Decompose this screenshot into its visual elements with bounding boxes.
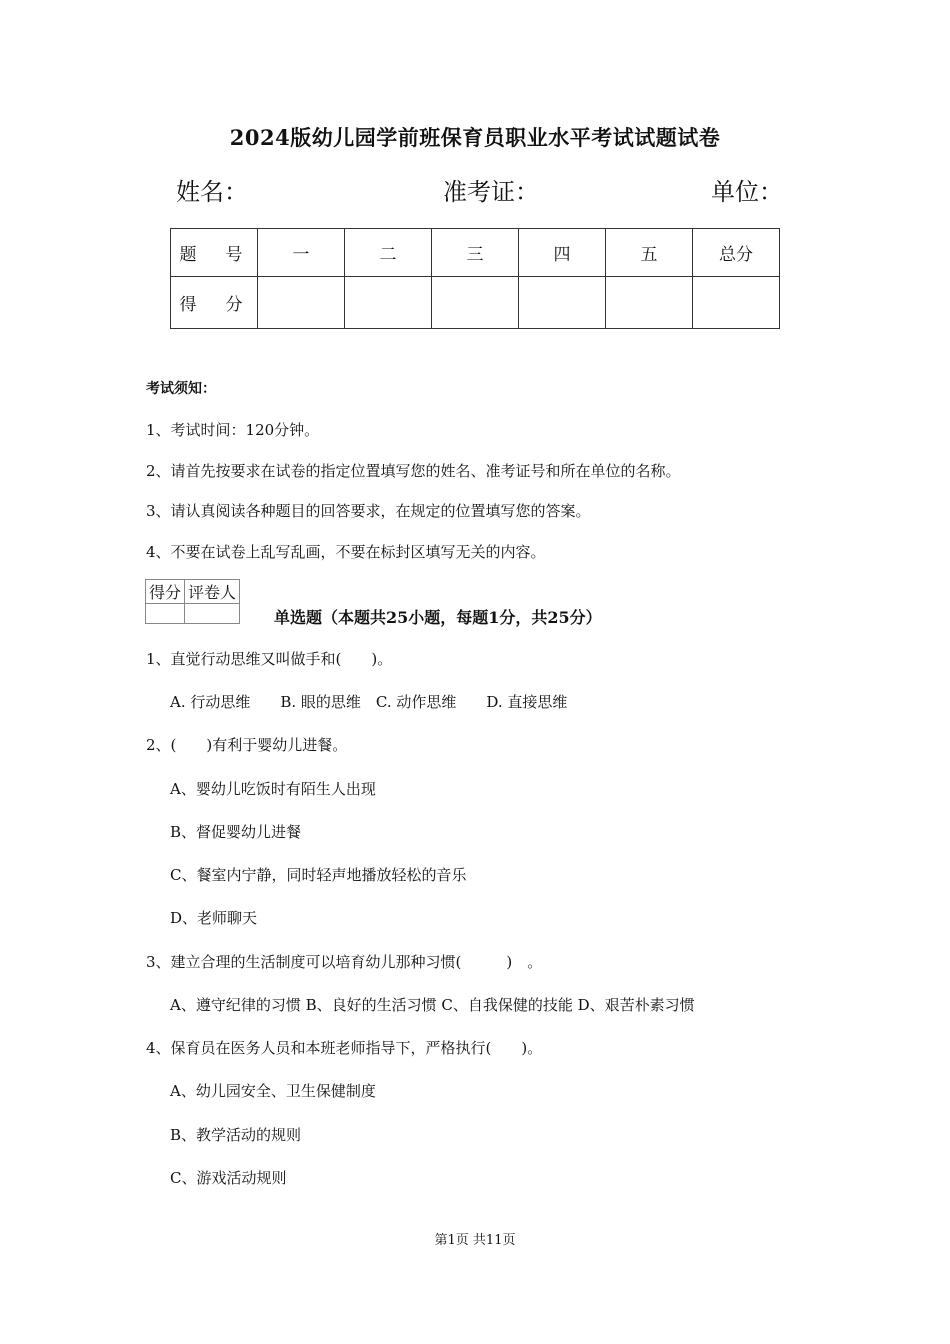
notice-heading: 考试须知： bbox=[146, 381, 216, 397]
question-option: C、餐室内宁静，同时轻声地播放轻松的音乐 bbox=[170, 866, 467, 884]
score-header-cell: 一 bbox=[258, 229, 345, 277]
score-header-cell: 三 bbox=[432, 229, 519, 277]
question-option: B、教学活动的规则 bbox=[170, 1126, 302, 1144]
notice-item: 1、考试时间：120分钟。 bbox=[146, 421, 320, 439]
grader-name-label: 评卷人 bbox=[185, 580, 240, 604]
score-cell[interactable] bbox=[519, 277, 606, 329]
score-cell[interactable] bbox=[693, 277, 780, 329]
question-option: B、督促婴幼儿进餐 bbox=[170, 823, 302, 841]
question-stem: 2、( )有利于婴幼儿进餐。 bbox=[146, 736, 348, 754]
score-table bbox=[170, 228, 780, 329]
score-header-cell: 四 bbox=[519, 229, 606, 277]
score-row-label: 得 分 bbox=[171, 277, 258, 329]
grader-score-label: 得分 bbox=[146, 580, 185, 604]
score-cell[interactable] bbox=[606, 277, 693, 329]
question-option: A、幼儿园安全、卫生保健制度 bbox=[170, 1082, 376, 1100]
question-option: A、遵守纪律的习惯 B、良好的生活习惯 C、自我保健的技能 D、艰苦朴素习惯 bbox=[170, 996, 695, 1014]
grader-box bbox=[145, 579, 240, 624]
score-header-cell: 总分 bbox=[693, 229, 780, 277]
question-stem: 3、建立合理的生活制度可以培育幼儿那种习惯( ) 。 bbox=[146, 953, 543, 971]
name-field-label: 姓名： bbox=[176, 178, 248, 206]
page-title: 2024版幼儿园学前班保育员职业水平考试试题试卷 bbox=[229, 125, 721, 150]
score-header-cell: 五 bbox=[606, 229, 693, 277]
exam-id-field-label: 准考证： bbox=[443, 178, 539, 206]
unit-field-label: 单位： bbox=[711, 178, 783, 206]
score-table-score-row bbox=[171, 277, 780, 329]
score-header-cell: 题 号 bbox=[171, 229, 258, 277]
grader-score-cell[interactable] bbox=[146, 604, 185, 624]
score-cell[interactable] bbox=[258, 277, 345, 329]
section-title: 单选题（本题共25小题，每题1分，共25分） bbox=[274, 608, 602, 627]
grader-name-cell[interactable] bbox=[185, 604, 240, 624]
question-option: D、老师聊天 bbox=[170, 909, 258, 927]
score-cell[interactable] bbox=[432, 277, 519, 329]
notice-item: 4、不要在试卷上乱写乱画，不要在标封区填写无关的内容。 bbox=[146, 543, 546, 561]
question-stem: 4、保育员在医务人员和本班老师指导下，严格执行( )。 bbox=[146, 1039, 543, 1057]
question-stem: 1、直觉行动思维又叫做手和( )。 bbox=[146, 650, 393, 668]
score-cell[interactable] bbox=[345, 277, 432, 329]
score-header-cell: 二 bbox=[345, 229, 432, 277]
question-option: C、游戏活动规则 bbox=[170, 1169, 287, 1187]
score-table-header-row bbox=[171, 229, 780, 277]
page-footer: 第1页 共11页 bbox=[434, 1233, 516, 1248]
notice-item: 2、请首先按要求在试卷的指定位置填写您的姓名、准考证号和所在单位的名称。 bbox=[146, 462, 681, 480]
question-option: A、婴幼儿吃饭时有陌生人出现 bbox=[170, 780, 376, 798]
question-option: A. 行动思维 B. 眼的思维 C. 动作思维 D. 直接思维 bbox=[170, 693, 568, 711]
notice-item: 3、请认真阅读各种题目的回答要求，在规定的位置填写您的答案。 bbox=[146, 502, 591, 520]
